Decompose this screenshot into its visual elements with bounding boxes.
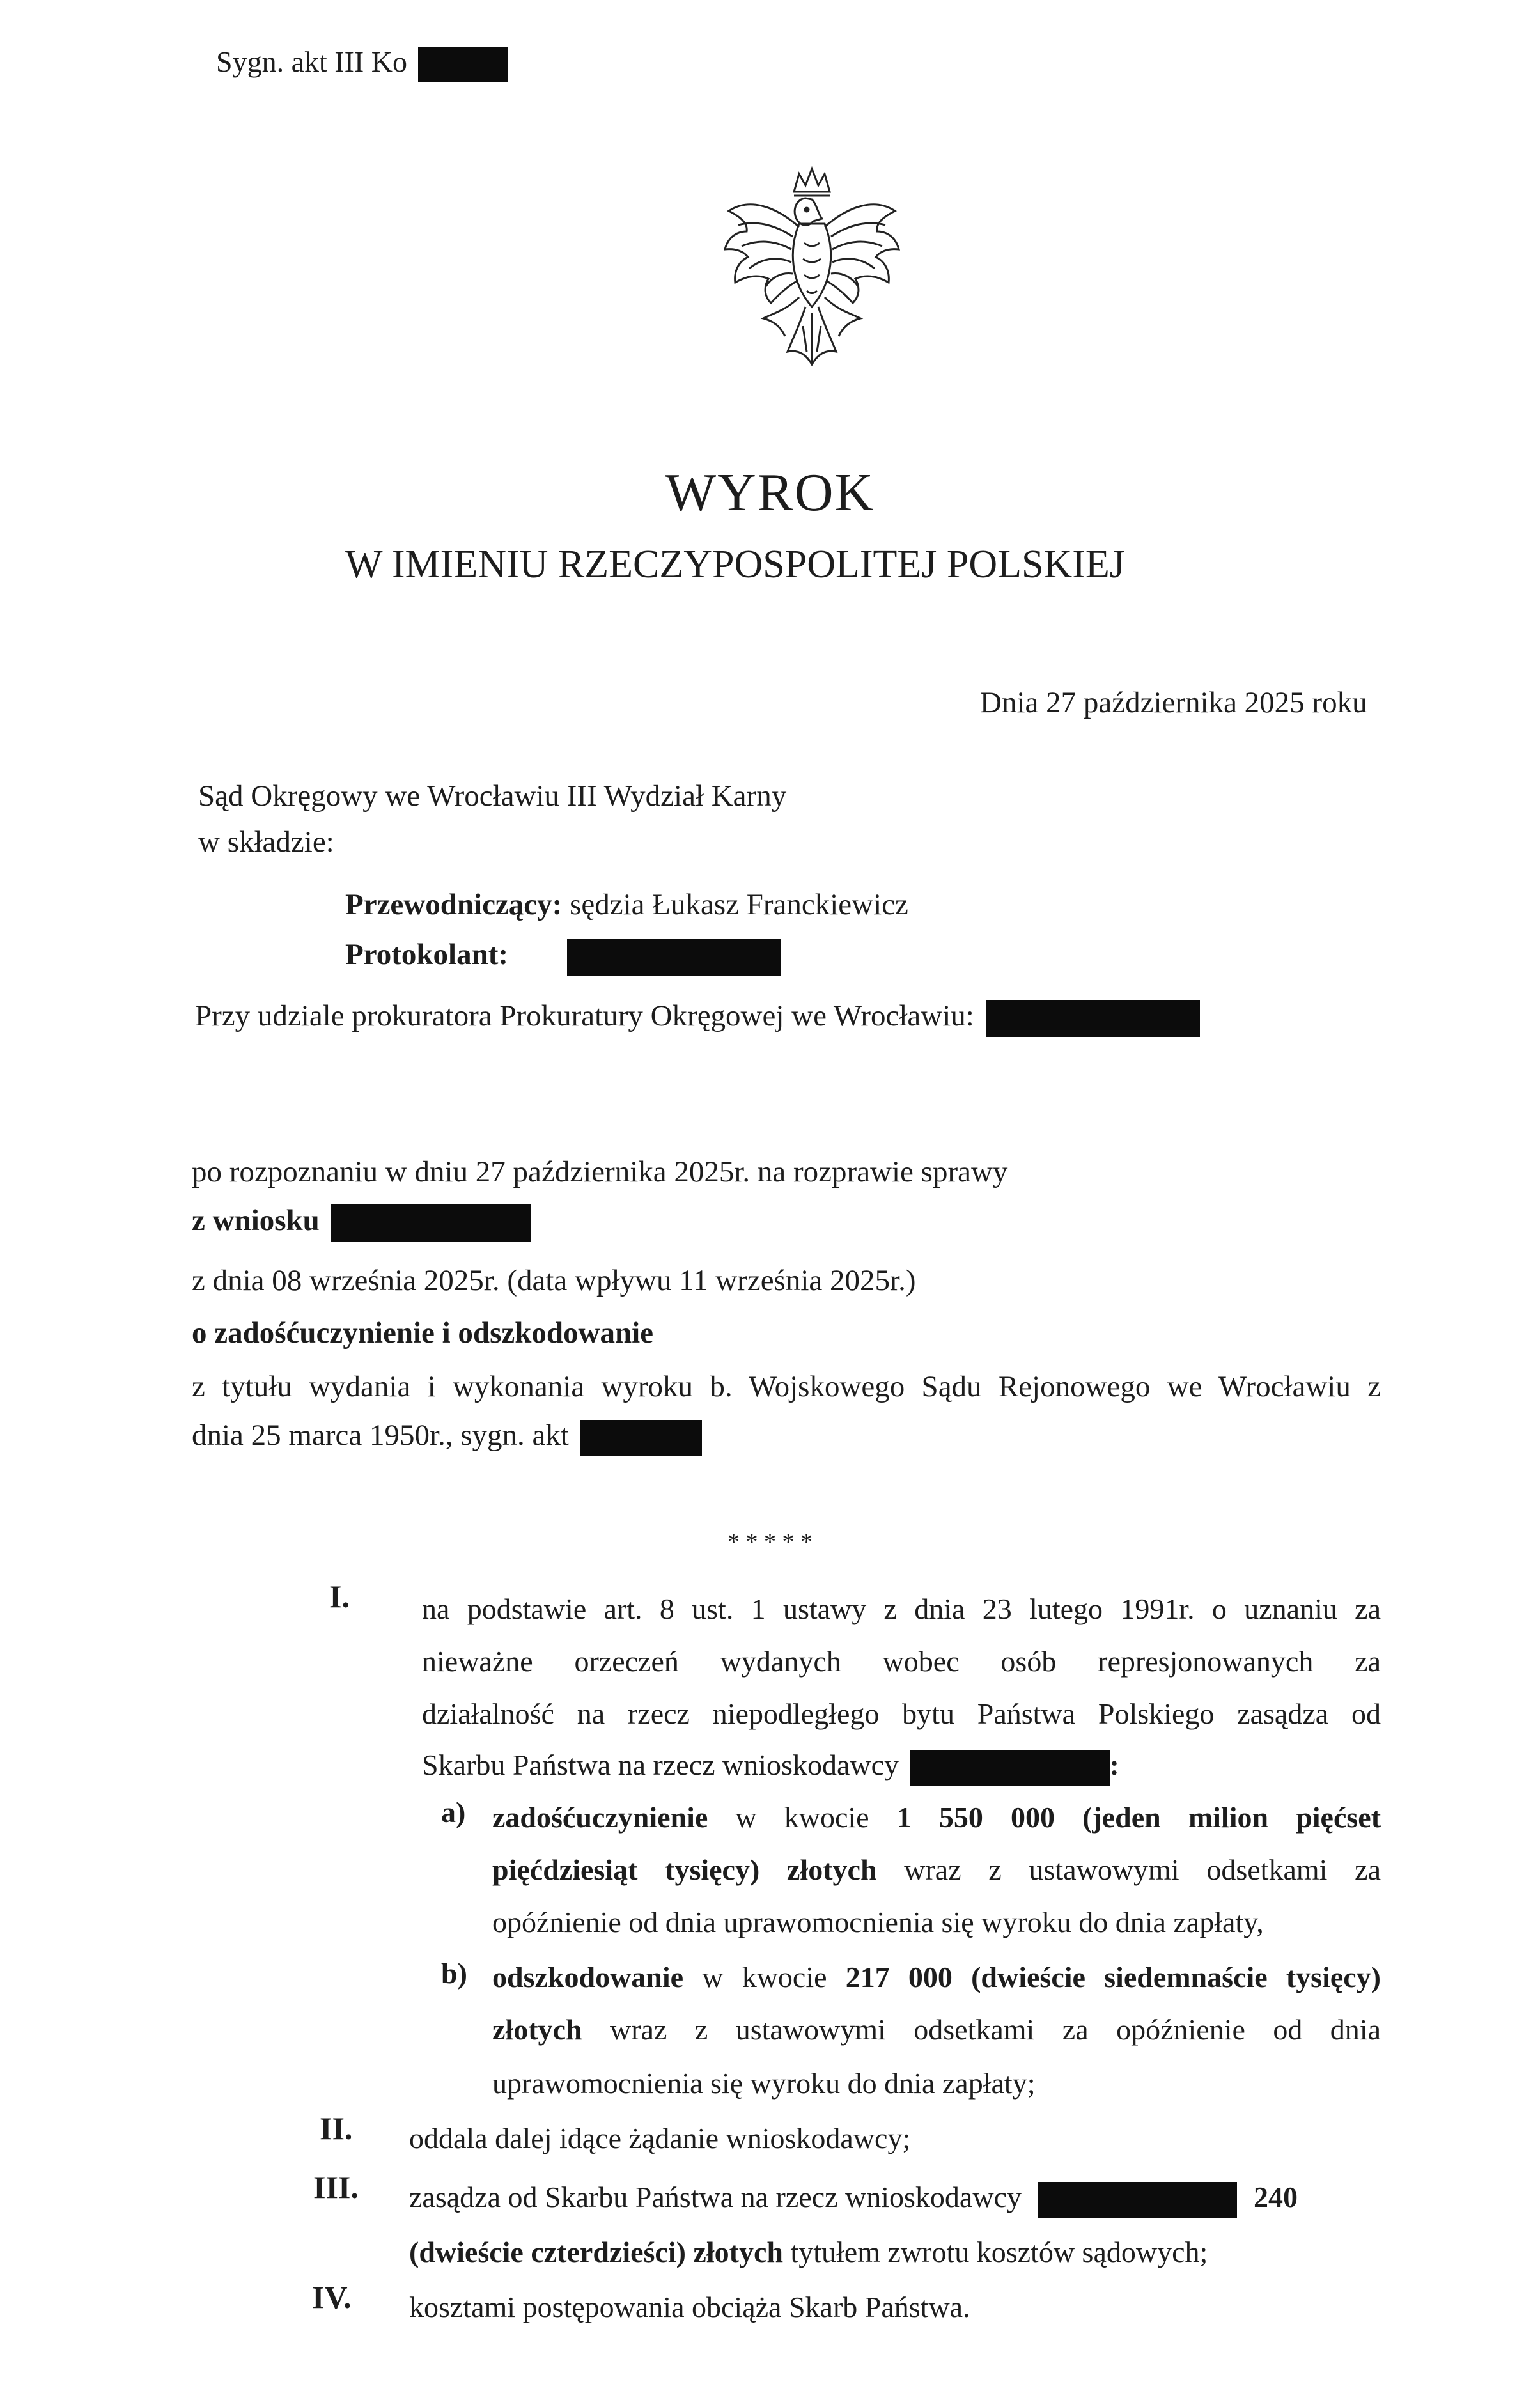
- clerk-label: Protokolant:: [345, 938, 509, 971]
- ruling-i-colon: :: [1109, 1749, 1119, 1781]
- ruling-i-b-line-1: [492, 1960, 1381, 1994]
- ruling-iv-numeral: IV.: [312, 2279, 352, 2315]
- chair-row: [345, 887, 908, 922]
- ruling-i-line-1: na podstawie art. 8 ust. 1 ustawy z dnia 23 lutego 1991r. o uznaniu za: [422, 1593, 1381, 1625]
- redaction-bar: [331, 1204, 531, 1242]
- composition-label: w składzie:: [198, 825, 334, 859]
- motion-date: z dnia 08 września 2025r. (data wpływu 11 września 2025r.): [192, 1264, 916, 1297]
- redaction-bar: [567, 939, 781, 976]
- document-subtitle: W IMIENIU RZECZYPOSPOLITEJ POLSKIEJ: [345, 543, 1125, 586]
- case-basis-line-2-text: dnia 25 marca 1950r., sygn. akt: [192, 1419, 569, 1452]
- prosecutor-row: [195, 999, 1200, 1037]
- ruling-i-line-3: działalność na rzecz niepodległego bytu Państwa Polskiego zasądza od: [422, 1697, 1381, 1730]
- ruling-i-b-line-2: [492, 2013, 1381, 2046]
- ruling-iii-text: zasądza od Skarbu Państwa na rzecz wnioskodawcy: [409, 2181, 1022, 2213]
- ruling-i-line-2: nieważne orzeczeń wydanych wobec osób represjonowanych za: [422, 1645, 1381, 1678]
- prosecutor-text: Przy udziale prokuratora Prokuratury Okręgowej we Wrocławiu:: [195, 999, 974, 1032]
- ruling-i-a-type: zadośćuczynienie: [492, 1801, 708, 1834]
- case-basis-line-1: z tytułu wydania i wykonania wyroku b. Wojskowego Sądu Rejonowego we Wrocławiu z: [192, 1370, 1381, 1403]
- ruling-iii-line-2: [409, 2235, 1208, 2269]
- ruling-iii-numeral: III.: [313, 2169, 359, 2205]
- ruling-i-b-letter: b): [441, 1957, 467, 1990]
- redaction-bar: [910, 1750, 1110, 1786]
- ruling-i-b-in-amount: w kwocie: [702, 1961, 827, 1993]
- case-line-1: po rozpoznaniu w dniu 27 października 2025r. na rozprawie sprawy: [192, 1155, 1008, 1188]
- separator: * * * * *: [727, 1529, 813, 1555]
- case-reference-label: Sygn. akt III Ko: [216, 45, 407, 78]
- ruling-i-line-4: [422, 1748, 1119, 1786]
- ruling-i-b-amount-cont: złotych: [492, 2013, 582, 2046]
- ruling-i-a-in-amount: w kwocie: [735, 1801, 869, 1834]
- court-name: Sąd Okręgowy we Wrocławiu III Wydział Karny: [198, 779, 787, 813]
- ruling-iii-line-1: [409, 2180, 1298, 2218]
- ruling-ii-numeral: II.: [320, 2110, 353, 2146]
- ruling-iii-purpose: tytułem zwrotu kosztów sądowych;: [790, 2236, 1208, 2268]
- chair-label: Przewodniczący:: [345, 888, 563, 921]
- ruling-i-a-amount-cont: pięćdziesiąt tysięcy) złotych: [492, 1853, 877, 1886]
- judgment-date: Dnia 27 października 2025 roku: [980, 686, 1367, 719]
- ruling-i-b-amount: 217 000 (dwieście siedemnaście tysięcy): [845, 1961, 1381, 1993]
- redaction-bar: [1038, 2182, 1237, 2218]
- ruling-i-a-line-2: [492, 1853, 1381, 1887]
- redaction-bar: [418, 47, 508, 82]
- ruling-i-numeral: I.: [329, 1578, 350, 1614]
- ruling-i-a-letter: a): [441, 1796, 466, 1828]
- ruling-iii-amount: 240: [1253, 2181, 1298, 2213]
- ruling-i-a-amount: 1 550 000 (jeden milion pięćset: [896, 1801, 1381, 1834]
- redaction-bar: [986, 1000, 1200, 1037]
- case-basis-line-2: [192, 1418, 702, 1456]
- ruling-i-a-interest: wraz z ustawowymi odsetkami za: [904, 1853, 1381, 1886]
- case-subject: o zadośćuczynienie i odszkodowanie: [192, 1316, 654, 1350]
- chair-value: sędzia Łukasz Franckiewicz: [570, 888, 908, 921]
- ruling-iii-amount-words: (dwieście czterdzieści) złotych: [409, 2236, 783, 2268]
- motion-label: z wniosku: [192, 1204, 320, 1237]
- ruling-i-b-interest: wraz z ustawowymi odsetkami za opóźnienie od dnia: [609, 2013, 1381, 2046]
- ruling-i-b-line-3: uprawomocnienia się wyroku do dnia zapłaty;: [492, 2067, 1036, 2100]
- case-reference: [216, 45, 508, 82]
- ruling-i-a-line-3: opóźnienie od dnia uprawomocnienia się wyroku do dnia zapłaty,: [492, 1906, 1264, 1938]
- ruling-i-line-4-text: Skarbu Państwa na rzecz wnioskodawcy: [422, 1749, 899, 1781]
- motion-row: [192, 1203, 531, 1242]
- ruling-ii-text: oddala dalej idące żądanie wnioskodawcy;: [409, 2122, 911, 2154]
- ruling-i-a-line-1: [492, 1800, 1381, 1834]
- clerk-row: [345, 937, 781, 976]
- eagle-emblem: [710, 160, 914, 390]
- ruling-i-b-type: odszkodowanie: [492, 1961, 684, 1993]
- ruling-iv-text: kosztami postępowania obciąża Skarb Państwa.: [409, 2291, 970, 2323]
- redaction-bar: [580, 1420, 702, 1456]
- document-title: WYROK: [665, 463, 875, 522]
